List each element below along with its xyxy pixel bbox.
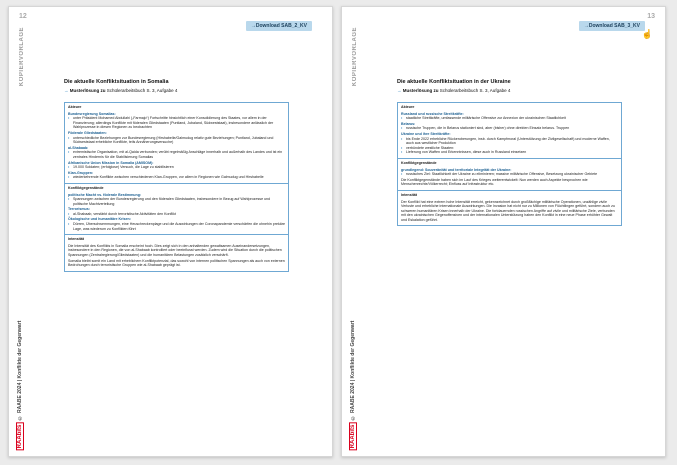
solution-table <box>397 102 622 226</box>
bullet-item: • Lieferung von Waffen und Erkenntnissen, diese auch in Russland einsetzen <box>401 150 618 155</box>
bullet-item: • bis Ende 2022 erhebliche Rückeroberungen, insb. durch Kampfmoral (Unterstützung der Zivilgesellschaft) und moderne Waffen, auch aus westlicher Produktion <box>401 137 618 146</box>
solution-table <box>64 102 289 272</box>
bullet-item: • Spannungen zwischen der Bundesregierung und den föderalen Gliedstaaten, insbesondere in Bezug auf Wahlprozesse und politische Machtverteilung <box>68 197 285 206</box>
publisher-logo: RAAbits <box>350 424 356 448</box>
subline-rest: Schülerarbeitsbuch S. 3, Aufgabe 4 <box>439 88 511 93</box>
bullet-item: • russische Truppen, die in Belarus stationiert sind, aber (bisher) ohne direkten Einsatz belarus. Truppen <box>401 126 618 131</box>
bullet-item: • al-Shabaab, verstärkt durch terroristische Aktivitäten den Konflikt <box>68 212 285 217</box>
download-button[interactable]: →Download SAB_2_KV <box>246 21 312 31</box>
group-heading: Belarus: <box>401 121 416 126</box>
group-heading: Terrorismus: <box>68 207 90 212</box>
arrow-icon: → <box>64 88 69 93</box>
publisher-footer <box>16 321 24 450</box>
subline <box>64 88 177 93</box>
table-section <box>65 235 288 271</box>
kopiervorlage-label: KOPIERVORLAGE <box>19 27 25 87</box>
subline-bold: Musterlösung zu <box>69 88 106 93</box>
table-section <box>65 103 288 184</box>
page-number: 12 <box>19 13 27 20</box>
subline-bold: Musterlösung zu <box>402 88 439 93</box>
bullet-item: • unter Präsident Mohamed Abdullahi („Farmajo“) Fortschritte hinsichtlich einer Konsolidierung des Staates, vor allem in der Finanzierung; allerdings Konflikte mit föderalen Gliedstaaten (Puntland, Jubaland, Südweststaat), insbesondere anlässlich der Wahlprozesse in diesen Regionen zu beobachten <box>68 116 285 130</box>
group-heading: Bundesregierung Somalias: <box>68 111 116 116</box>
page-title: Die aktuelle Konfliktsituation in der Ukraine <box>397 79 511 85</box>
group-heading: Russland und russische Streitkräfte: <box>401 111 464 116</box>
group-heading: grundlegend: Souveränität und territoriale Integrität der Ukraine: <box>401 167 512 172</box>
section-heading: Intensität <box>68 237 84 242</box>
arrow-icon: → <box>397 88 402 93</box>
group-heading: Klan-Gruppen: <box>68 170 94 175</box>
bullet-item: • russisches Ziel: Staatlichkeit der Ukraine zu eliminieren; massive militärische Offensive, Besetzung ukrainischer Gebiete <box>401 172 618 177</box>
publisher-logo: RAAbits <box>17 424 23 448</box>
group-heading: Ukraine und ihre Streitkräfte: <box>401 131 451 136</box>
section-heading: Akteure <box>401 105 415 109</box>
table-section <box>398 159 621 191</box>
section-heading: Akteure <box>68 105 82 109</box>
right-page <box>341 6 666 457</box>
hand-cursor-icon: ☝ <box>641 29 653 39</box>
table-section <box>398 191 621 226</box>
table-section <box>65 184 288 235</box>
page-number: 13 <box>647 13 655 20</box>
left-page <box>8 6 333 457</box>
bullet-item: • unterschiedliche Beziehungen zur Bundesregierung (Hirshabelle/Galmudug relativ gute Beziehungen; Puntland, Jubaland und Südweststaat erhebliche Konflikte, teils Annäherungsversuche) <box>68 136 285 145</box>
section-heading: Intensität <box>401 192 417 197</box>
bullet-item: • Dürren, Überschwemmungen, eine Heuschreckenplage und die Auswirkungen der Coronapandemie verschärfen die ohnehin prekäre Lage, was wiederum zu Konflikten führt <box>68 222 285 231</box>
group-heading: Afrikanische Union Mission in Somalia (AMISOM): <box>68 160 154 165</box>
group-heading: politische Macht vs. föderale Bestimmung: <box>68 192 142 197</box>
bullet-item: • verbündete westliche Staaten: <box>401 146 618 151</box>
paragraph: Die Konfliktgegenstände haben sich im Lauf des Krieges weiterentwickelt: Nun werden auch Aspekte besprochen wie Menschenrechte/Völkerrecht; Einfluss auf Infrastruktur etc. <box>401 177 588 187</box>
publisher-text: © RAABE 2024 | Konflikte der Gegenwart <box>17 320 23 421</box>
group-heading: Föderale Gliedstaaten: <box>68 130 107 135</box>
bullet-item: • wiederkehrende Konflikte zwischen verschiedenen Klan-Gruppen, vor allem in Regionen wie Galmudug und Hirshabelle <box>68 175 285 180</box>
bullet-item: • 19.000 Soldaten; (erfolglose) Versuch, die Lage zu stabilisieren <box>68 165 285 170</box>
subline <box>397 88 510 93</box>
bullet-item: • extremistische Organisation, mit al-Qaida verbunden; verübt regelmäßig Anschläge innerhalb und außerhalb des Landes und ist ein zentrales Hindernis für die Stabilisierung Somalias <box>68 150 285 159</box>
publisher-text: © RAABE 2024 | Konflikte der Gegenwart <box>350 320 356 421</box>
publisher-footer <box>349 321 357 450</box>
paragraph: Die Intensität des Konflikts in Somalia erscheint hoch. Dies zeigt sich in den anhaltenden gewaltsamen Auseinandersetzungen, insbesondere in den Regionen, die von al-Shabaab kontrolliert oder beeinflusst werden. Zudem wird die Situation durch die politischen Spannungen (Zentralregierung/Gliedstaaten) und die humanitären Belastungen zusätzlich verschärft. <box>68 243 282 258</box>
subline-rest: Schülerarbeitsbuch S. 3, Aufgabe 4 <box>106 88 178 93</box>
paragraph: Der Konflikt hat eine extrem hohe Intensität erreicht, gekennzeichnet durch großflächige militärische Operationen, unzählige zivile Verluste und erhebliche internationale Auswirkungen. Die Invasion hat nicht nur zu Millionen von Flüchtlingen geführt, sondern auch zu schweren humanitären Krisen innerhalb der Ukraine. Die fortdauernden russischen Angriffe auf zivile und militärische Ziele, verbunden mit den ukrainischen Gegenoffensiven und der internationalen Unterstützung haben den Konflikt in eine neue Phase erhöhter Gewalt und Eskalation geführt. <box>401 199 615 222</box>
group-heading: Ökologische und humanitäre Krisen: <box>68 217 131 222</box>
paragraph: Somalia bleibt somit ein Land mit erheblichem Konfliktpotenzial, das sowohl von internen politischen Spannungen als auch von externen Bedrohungen durch terroristische Gruppen wie al-Shabaab geprägt ist. <box>68 258 285 268</box>
page-title: Die aktuelle Konfliktsituation in Somalia <box>64 79 169 85</box>
section-heading: Konfliktgegenstände <box>68 185 104 190</box>
download-button[interactable]: →Download SAB_3_KV <box>579 21 645 31</box>
kopiervorlage-label: KOPIERVORLAGE <box>352 27 358 87</box>
group-heading: al-Shabaab: <box>68 145 89 150</box>
table-section <box>398 103 621 159</box>
section-heading: Konfliktgegenstände <box>401 160 437 165</box>
bullet-item: • staatliche Streitkräfte, umfassende militärische Offensive zur Annexion der ukrainischen Staatlichkeit <box>401 116 618 121</box>
